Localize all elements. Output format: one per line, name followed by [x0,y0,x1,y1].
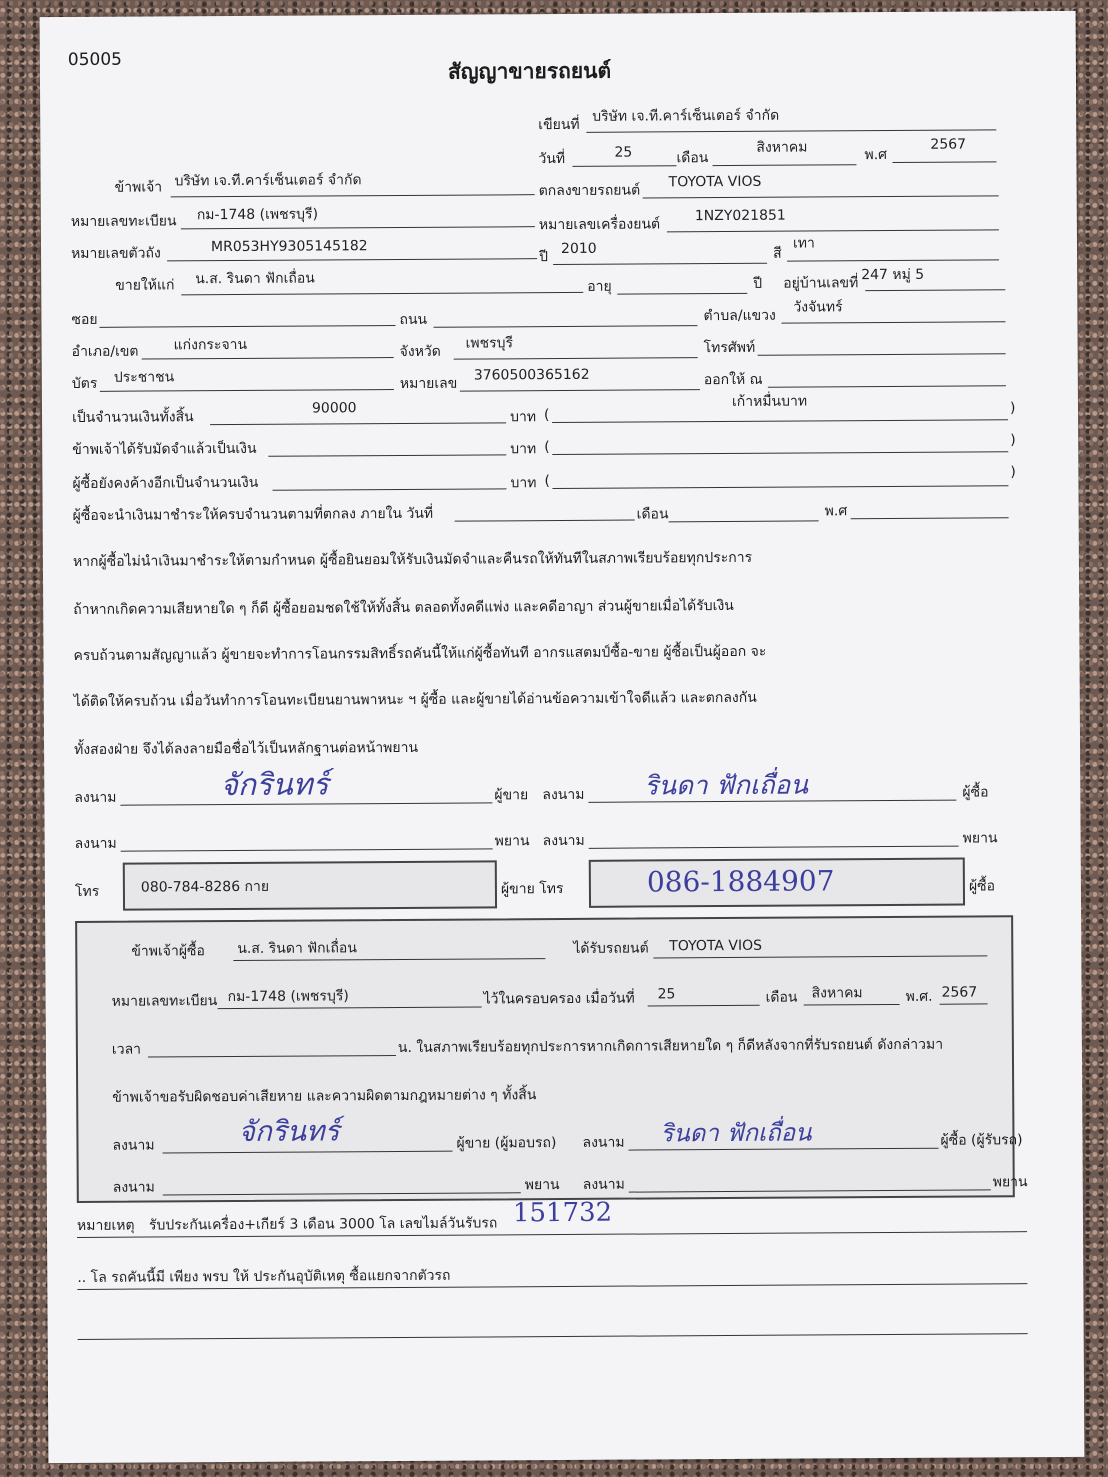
color-value: เทา [792,235,815,252]
buyer-phone-box [589,858,965,908]
color-label: สี [773,245,782,262]
date-label: วันที่ [538,150,566,168]
receipt-buyer-name: น.ส. รินดา ฟักเถื่อน [237,940,357,957]
deposit-open-paren: ( [544,439,550,456]
receipt-received-label: ได้รับรถยนต์ [573,940,649,957]
remarks-line-1: รับประกันเครื่อง+เกียร์ 3 เดือน 3000 โล เลขไมล์วันรับรถ [148,1215,498,1234]
total-label: เป็นจำนวนเงินทั้งสิ้น [71,409,194,426]
due-month-label: เดือน [636,506,669,523]
deposit-close-paren: ) [1010,432,1016,449]
plate-value: กม-1748 (เพชรบุรี) [196,206,319,224]
total-in-words: เก้าหมื่นบาท [731,393,808,410]
witness1-role: พยาน [494,833,530,850]
remarks-line-2: .. โล รถคันนี้มี เพียง พรบ ให้ ประกันอุบัติเหตุ ซื้อแยกจากตัวรถ [77,1267,451,1286]
receipt-possession-label: ไว้ในครอบครอง เมื่อวันที่ [483,990,635,1008]
remaining-label: ผู้ซื้อยังคงค้างอีกเป็นจำนวนเงิน [72,474,259,492]
contract-paper [40,11,1085,1463]
total-open-paren: ( [543,407,550,424]
document-number: 05005 [67,49,123,71]
remarks-label: หมายเหตุ [76,1217,135,1234]
seller-phone-role: ผู้ขาย โทร [500,880,564,898]
subdistrict-value: วังจันทร์ [793,299,843,316]
receipt-car: TOYOTA VIOS [669,937,763,955]
issued-at-label: ออกให้ ณ [703,371,763,389]
date-month: สิงหาคม [756,139,808,156]
remarks-mileage: 151732 [512,1197,613,1229]
receipt-seller-signature: จักรินทร์ [238,1114,340,1148]
due-date-label: ผู้ซื้อจะนำเงินมาชำระให้ครบจำนวนตามที่ตกลง ภายใน วันที่ [72,505,434,524]
remaining-close-paren: ) [1010,464,1016,481]
phone-label: โทรศัพท์ [703,339,756,357]
house-value: 247 หมู่ 5 [861,266,925,284]
age-label: อายุ [587,278,612,295]
house-label: อยู่บ้านเลขที่ [783,275,859,292]
subdistrict-label: ตำบล/แขวง [703,307,776,325]
seller-name: บริษัท เจ.ที.คาร์เซ็นเตอร์ จำกัด [174,172,362,190]
receipt-seller-sign-label: ลงนาม [112,1137,155,1154]
receipt-seller-role: ผู้ขาย (ผู้มอบรถ) [456,1135,557,1152]
receipt-plate: กม-1748 (เพชรบุรี) [227,988,349,1006]
remaining-baht: บาท [510,475,537,492]
due-year-label: พ.ศ [824,503,848,520]
receipt-buyer-role: ผู้ซื้อ (ผู้รับรถ) [940,1132,1023,1149]
deposit-baht: บาท [510,441,537,458]
province-value: เพชรบุรี [465,335,514,352]
witness2-sign-label: ลงนาม [542,832,585,850]
total-close-paren: ) [1009,400,1016,417]
buyer-phone: 086-1884907 [646,864,835,899]
sold-to-label: ขายให้แก่ [115,277,175,294]
deposit-label: ข้าพเจ้าได้รับมัดจำแล้วเป็นเงิน [72,440,257,458]
receipt-month-label: เดือน [765,989,798,1006]
month-label: เดือน [676,150,709,167]
receipt-year: 2567 [941,984,978,1001]
receipt-day: 25 [657,986,676,1003]
chassis-value: MR053HY9305145182 [210,238,368,256]
seller-phone: 080-784-8286 กาย [140,878,270,896]
written-at-value: บริษัท เจ.ที.คาร์เซ็นเตอร์ จำกัด [592,107,780,125]
receipt-plate-label: หมายเลขทะเบียน [111,993,218,1010]
card-label: บัตร [71,375,98,392]
remaining-open-paren: ( [544,473,550,490]
terms-line-1: หากผู้ซื้อไม่นำเงินมาชำระให้ตามกำหนด ผู้ซื้อยินยอมให้รับเงินมัดจำและคืนรถให้ทันทีในสภาพเรียบร้อยทุกประการ [72,549,753,570]
buyer-sign-label: ลงนาม [542,786,585,804]
receipt-year-label: พ.ศ. [905,988,933,1005]
seller-car: TOYOTA VIOS [668,173,762,191]
engine-label: หมายเลขเครื่องยนต์ [538,216,661,234]
card-number: 3760500365162 [473,366,590,384]
terms-line-4: ได้ติดให้ครบถ้วน เมื่อวันทำการโอนทะเบียนยานพาหนะ ฯ ผู้ซื้อ และผู้ขายได้อ่านข้อความเข้าใจดีแล้ว และตกลงกัน [73,689,757,710]
seller-phone-box [123,860,497,910]
district-value: แก่งกระจาน [173,336,248,354]
buyer-phone-role: ผู้ซื้อ [968,878,996,895]
receipt-month: สิงหาคม [811,985,863,1002]
receipt-witness1-role: พยาน [524,1177,560,1194]
seller-role: ผู้ขาย [494,787,529,804]
vehicle-year-label: ปี [539,249,549,266]
chassis-label: หมายเลขตัวถัง [70,245,161,262]
receipt-condition-text: น. ในสภาพเรียบร้อยทุกประการหากเกิดการเสียหายใด ๆ ก็ดีหลังจากที่รับรถยนต์ ดังกล่าวมา [397,1036,944,1057]
terms-line-3: ครบถ้วนตามสัญญาแล้ว ผู้ขายจะทำการโอนกรรมสิทธิ์รถคันนี้ให้แก่ผู้ซื้อทันที อากรแสตมป์ซื้อ-ขาย ผู้ซื้อเป็นผู้ออก จะ [73,643,767,664]
phone-row-label: โทร [74,883,100,900]
card-number-label: หมายเลข [399,375,458,392]
vehicle-year: 2010 [560,240,597,257]
written-at-label: เขียนที่ [538,116,580,134]
date-day: 25 [614,144,633,161]
seller-signature: จักรินทร์ [220,767,329,804]
terms-line-2: ถ้าหากเกิดความเสียหายใด ๆ ก็ดี ผู้ซื้อยอมชดใช้ให้ทั้งสิ้น ตลอดทั้งคดีแพ่ง และคดีอาญา ส่วนผู้ขายเมื่อได้รับเงิน [73,597,734,618]
agree-sell-label: ตกลงขายรถยนต์ [538,182,641,200]
year-label: พ.ศ [864,147,888,164]
receipt-section [75,915,1028,1203]
date-year: 2567 [930,136,967,153]
seller-label: ข้าพเจ้า [114,179,163,196]
buyer-role: ผู้ซื้อ [962,784,989,801]
document-title: สัญญาขายรถยนต์ [447,58,612,84]
witness1-sign-label: ลงนาม [74,835,117,852]
road-label: ถนน [399,311,428,328]
seller-sign-label: ลงนาม [74,789,117,806]
receipt-buyer-label: ข้าพเจ้าผู้ซื้อ [131,943,205,960]
receipt-witness2-sign-label: ลงนาม [582,1176,625,1193]
district-label: อำเภอ/เขต [71,343,139,360]
soi-label: ซอย [71,311,98,328]
card-value: ประชาชน [113,369,175,386]
receipt-witness1-sign-label: ลงนาม [112,1179,155,1196]
province-label: จังหวัด [399,343,441,360]
receipt-buyer-signature: รินดา ฟักเถื่อน [660,1118,812,1148]
age-unit: ปี [753,275,763,292]
total-baht: บาท [509,409,537,426]
total-amount: 90000 [311,400,357,417]
terms-line-5: ทั้งสองฝ่าย จึงได้ลงลายมือชื่อไว้เป็นหลักฐานต่อหน้าพยาน [74,739,419,758]
plate-label: หมายเลขทะเบียน [70,213,177,230]
receipt-witness2-role: พยาน [992,1174,1028,1191]
buyer-signature: รินดา ฟักเถื่อน [644,770,809,802]
receipt-buyer-sign-label: ลงนาม [582,1134,625,1151]
receipt-time-label: เวลา [111,1041,142,1058]
receipt-liability-text: ข้าพเจ้าขอรับผิดชอบค่าเสียหาย และความผิดตามกฎหมายต่าง ๆ ทั้งสิ้น [112,1087,537,1106]
witness2-role: พยาน [962,830,998,847]
engine-value: 1NZY021851 [694,207,786,225]
buyer-name: น.ส. รินดา ฟักเถื่อน [195,270,315,288]
